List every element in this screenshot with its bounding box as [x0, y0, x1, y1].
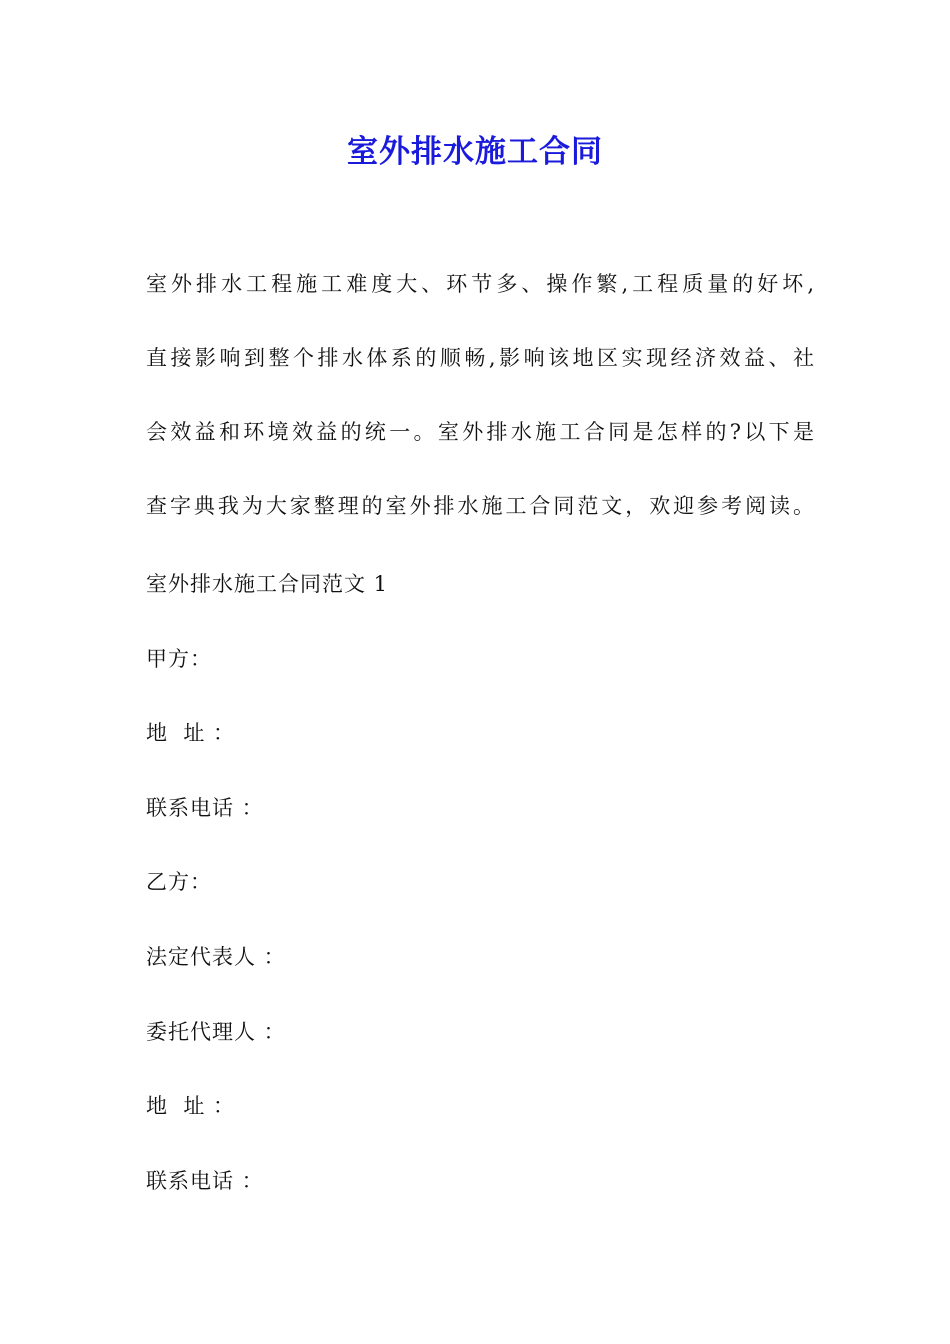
- legal-representative-label: 法定代表人 ：: [146, 945, 286, 969]
- document-title: 室外排水施工合同: [347, 134, 603, 170]
- section-heading: 室外排水施工合同范文 1: [146, 572, 389, 596]
- party-a-address-label: 地 址 ：: [146, 721, 236, 745]
- party-b-phone-label: 联系电话 ：: [146, 1169, 264, 1193]
- intro-line: 室外排水工程施工难度大、环节多、操作繁,工程质量的好坏,: [146, 272, 814, 296]
- party-a-label: 甲方：: [146, 647, 212, 671]
- party-b-label: 乙方：: [146, 870, 212, 894]
- authorized-agent-label: 委托代理人 ：: [146, 1020, 286, 1044]
- intro-line: 查字典我为大家整理的室外排水施工合同范文，欢迎参考阅读。: [146, 494, 814, 518]
- intro-line: 会效益和环境效益的统一。室外排水施工合同是怎样的?以下是: [146, 420, 814, 444]
- intro-paragraph: [146, 266, 814, 562]
- party-b-address-label: 地 址 ：: [146, 1094, 236, 1118]
- party-a-phone-label: 联系电话 ：: [146, 796, 264, 820]
- intro-line: 直接影响到整个排水体系的顺畅,影响该地区实现经济效益、社: [146, 346, 814, 370]
